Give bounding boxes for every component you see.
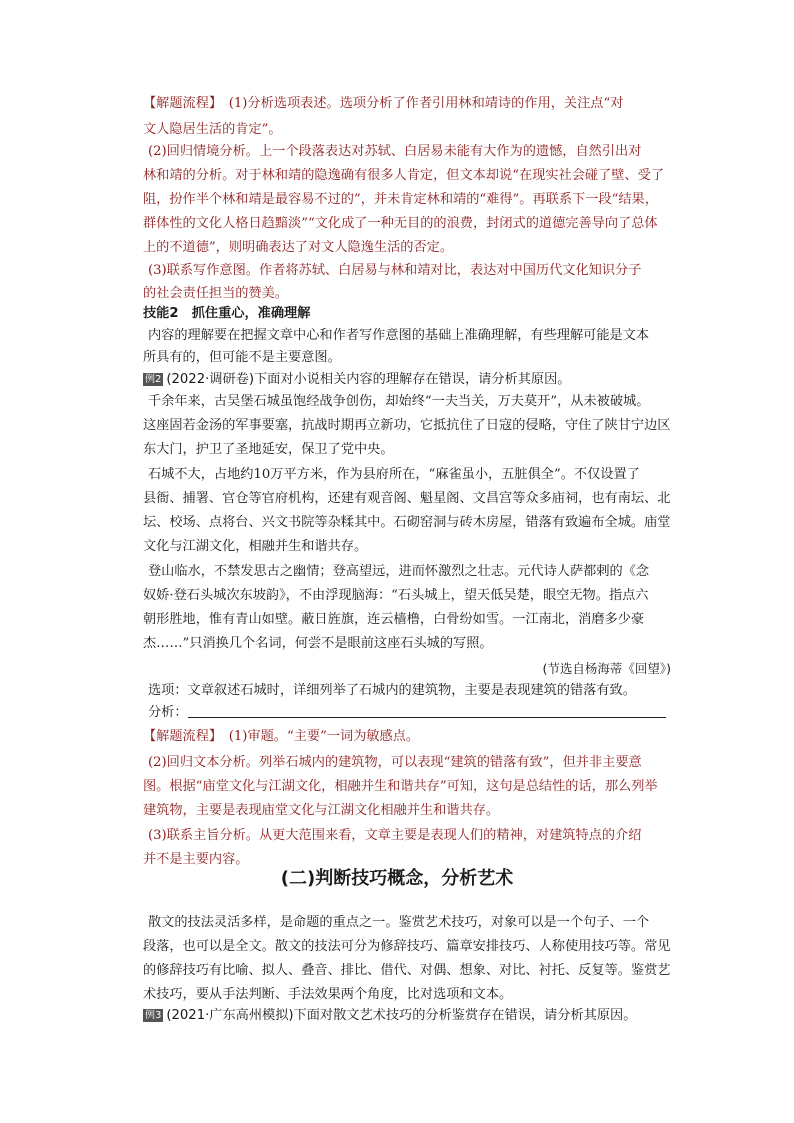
passage-line-7: 文化与江湖文化，相融并生和谐共存。 xyxy=(143,539,368,554)
solution-flow-line-4: 林和靖的分析。对于林和靖的隐逸确有很多人肯定，但文本却说“在现实社会碰了壁、受了 xyxy=(143,168,665,183)
passage-line-8: 登山临水，不禁发思古之幽情；登高望远，进而怀激烈之壮志。元代诗人萨都剌的《念 xyxy=(148,564,650,579)
solution-flow-line-5: 阻，扮作半个林和靖是最容易不过的”，并未肯定林和靖的“难得”。再联系下一段“结果， xyxy=(143,192,658,207)
analysis-row xyxy=(148,700,678,726)
example-3-prompt xyxy=(143,1003,673,1029)
skill-2-heading: 技能2 抓住重心，准确理解 xyxy=(143,306,311,321)
passage-line-1: 千余年来，古吴堡石城虽饱经战争创伤，却始终“一夫当关，万夫莫开”，从未被破城。 xyxy=(148,394,650,409)
passage-line-9: 奴娇·登石头城次东坡韵》，不由浮现脑海：“石头城上，望天低吴楚，眼空无物。指点六 xyxy=(143,588,649,603)
solution-flow-2-line-1: 【解题流程】 (1)审题。“主要”一词为敏感点。 xyxy=(143,729,420,744)
solution-flow-2-line-5: (3)联系主旨分析。从更大范围来看，文章主要是表现人们的精神，对建筑特点的介绍 xyxy=(148,828,642,843)
solution-flow-line-9: 的社会责任担当的赞美。 xyxy=(143,286,289,301)
passage-line-3: 东大门，护卫了圣地延安，保卫了党中央。 xyxy=(143,442,394,457)
section-text-3: 的修辞技巧有比喻、拟人、叠音、排比、借代、对偶、想象、对比、衬托、反复等。鉴赏艺 xyxy=(143,963,671,978)
passage-line-2: 这座固若金汤的军事要塞，抗战时期再立新功，它抵抗住了日寇的侵略，守住了陕甘宁边区 xyxy=(143,418,671,433)
section-text-1: 散文的技法灵活多样，是命题的重点之一。鉴赏艺术技巧，对象可以是一个句子、一个 xyxy=(148,915,650,930)
passage-line-4: 石城不大，占地约10万平方米，作为县府所在，“麻雀虽小，五脏俱全”。不仅设置了 xyxy=(148,467,640,482)
solution-flow-line-6: 群体性的文化人格日趋黯淡”“文化成了一种无目的的浪费，封闭式的道德完善导向了总体 xyxy=(143,216,658,231)
solution-flow-line-1: 【解题流程】 (1)分析选项表述。选项分析了作者引用林和靖诗的作用，关注点“对 xyxy=(143,96,624,111)
analysis-label: 分析： xyxy=(148,705,188,720)
skill-2-text-1: 内容的理解要在把握文章中心和作者写作意图的基础上准确理解，有些理解可能是文本 xyxy=(148,328,650,343)
section-text-4: 术技巧，要从手法判断、手法效果两个角度，比对选项和文本。 xyxy=(143,987,513,1002)
analysis-answer-blank[interactable] xyxy=(188,703,666,718)
skill-2-text-2: 所具有的，但可能不是主要意图。 xyxy=(143,350,341,365)
passage-source: (节选自杨海蒂《回望》) xyxy=(542,661,671,676)
example-2-question: (2022·调研卷)下面对小说相关内容的理解存在错误，请分析其原因。 xyxy=(166,372,571,387)
solution-flow-line-7: 上的不道德”，则明确表达了对文人隐逸生活的否定。 xyxy=(143,240,454,255)
solution-flow-2-line-3: 图。根据“庙堂文化与江湖文化，相融并生和谐共存”可知，这句是总结性的话，那么列举 xyxy=(143,779,658,794)
passage-line-11: 杰……”只消换几个名词，何尝不是眼前这座石头城的写照。 xyxy=(143,636,493,651)
passage-line-6: 坛、校场、点将台、兴文书院等杂糅其中。石砌窑洞与砖木房屋，错落有致遍布全城。庙堂 xyxy=(143,515,671,530)
passage-line-5: 县衙、捕署、官仓等官府机构，还建有观音阁、魁星阁、文昌宫等众多庙祠，也有南坛、北 xyxy=(143,491,671,506)
passage-line-10: 朝形胜地，惟有青山如壁。蔽日旌旗，连云樯橹，白骨纷如雪。一江南北，消磨多少豪 xyxy=(143,612,645,627)
option-text: 选项：文章叙述石城时，详细列举了石城内的建筑物，主要是表现建筑的错落有致。 xyxy=(148,683,636,698)
section-text-2: 段落，也可以是全文。散文的技法可分为修辞技巧、篇章安排技巧、人称使用技巧等。常见 xyxy=(143,939,671,954)
example-3-question: (2021·广东高州模拟)下面对散文艺术技巧的分析鉴赏存在错误，请分析其原因。 xyxy=(166,1008,637,1023)
solution-flow-line-8: (3)联系写作意图。作者将苏轼、白居易与林和靖对比，表达对中国历代文化知识分子 xyxy=(148,263,642,278)
example-3-tag: 例3 xyxy=(145,1010,162,1021)
example-2-tag: 例2 xyxy=(145,374,162,385)
solution-flow-line-3: (2)回归情境分析。上一个段落表达对苏轼、白居易未能有大作为的遗憾，自然引出对 xyxy=(148,144,642,159)
section-title: (二)判断技巧概念，分析艺术 xyxy=(280,868,514,889)
solution-flow-line-2: 文人隐居生活的肯定”。 xyxy=(143,122,282,137)
solution-flow-2-line-6: 并不是主要内容。 xyxy=(143,852,249,867)
solution-flow-2-line-2: (2)回归文本分析。列举石城内的建筑物，可以表现“建筑的错落有致”，但并非主要意 xyxy=(148,755,642,770)
solution-flow-2-line-4: 建筑物，主要是表现庙堂文化与江湖文化相融并生和谐共存。 xyxy=(143,803,500,818)
